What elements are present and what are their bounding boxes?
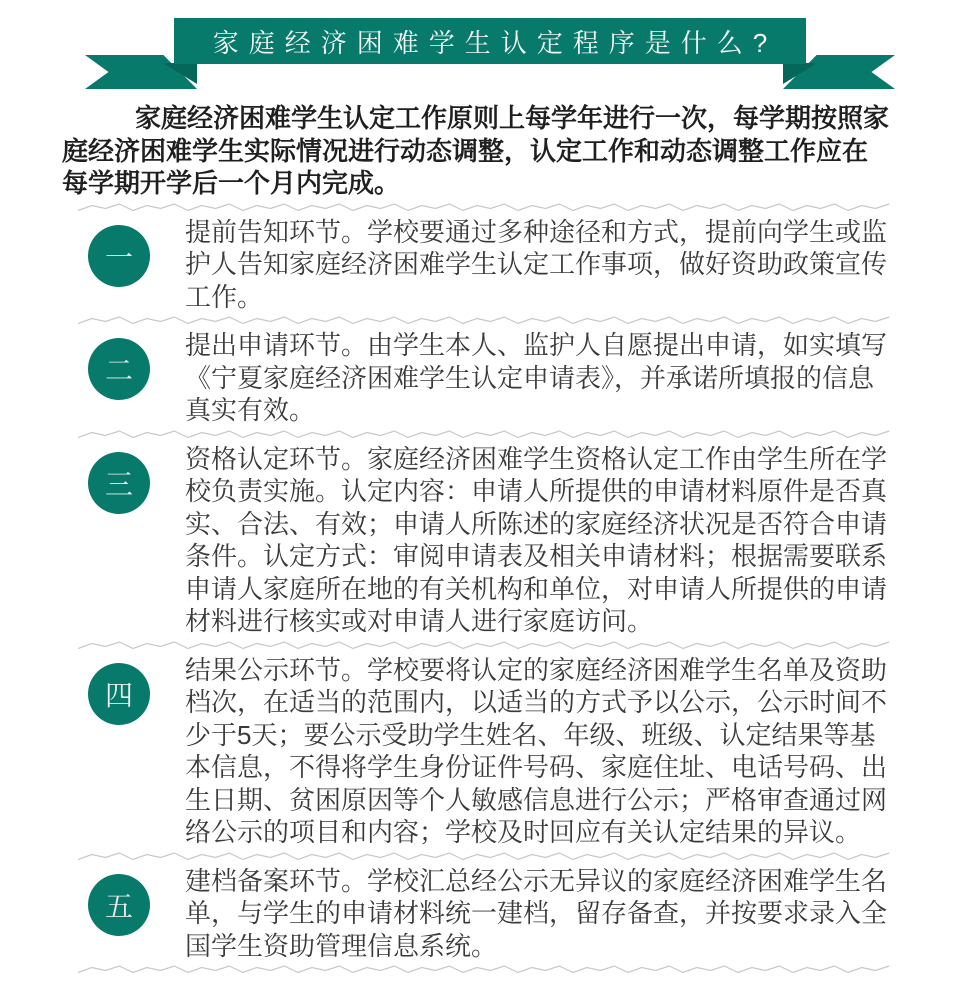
step-text-line: 提前告知环节。学校要通过多种途径和方式，提前向学生或监 xyxy=(185,216,888,247)
steps-list xyxy=(0,202,980,977)
step-number: 三 xyxy=(104,468,133,500)
step-number-badge xyxy=(88,663,150,725)
step-text-line: 国学生资助管理信息系统。 xyxy=(185,930,498,961)
step-text-line: 单，与学生的申请材料统一建档，留存备查，并按要求录入全 xyxy=(185,898,888,928)
step-text-line: 护人告知家庭经济困难学生认定工作事项，做好资助政策宣传 xyxy=(185,249,888,279)
step-text-line: 档次，在适当的范围内，以适当的方式予以公示，公示时间不 xyxy=(185,687,888,717)
step-text-line: 校负责实施。认定内容：申请人所提供的申请材料原件是否真 xyxy=(185,476,888,506)
wavy-divider-icon xyxy=(78,851,902,863)
intro-paragraph xyxy=(62,102,900,200)
wavy-divider-icon xyxy=(78,429,902,441)
step-text-line: 真实有效。 xyxy=(185,395,316,425)
step-item xyxy=(0,329,980,427)
step-text xyxy=(185,443,901,638)
wavy-divider-icon xyxy=(78,315,902,327)
step-number: 五 xyxy=(104,890,133,922)
step-text-line: 建档备案环节。学校汇总经公示无异议的家庭经济困难学生名 xyxy=(185,865,888,896)
step-text-line: 络公示的项目和内容；学校及时回应有关认定结果的异议。 xyxy=(185,817,862,847)
step-text-line: 资格认定环节。家庭经济困难学生资格认定工作由学生所在学 xyxy=(185,443,888,474)
intro-line: 每学期开学后一个月内完成。 xyxy=(62,168,401,198)
step-item xyxy=(0,216,980,314)
step-number-badge xyxy=(88,874,150,936)
step-item xyxy=(0,865,980,963)
step-text-line: 提出申请环节。由学生本人、监护人自愿提出申请，如实填写 xyxy=(185,330,888,360)
step-text xyxy=(185,654,901,849)
step-text-line: 工作。 xyxy=(185,281,264,312)
step-text-line: 材料进行核实或对申请人进行家庭访问。 xyxy=(185,606,654,636)
step-text xyxy=(185,216,901,314)
header-ribbon xyxy=(0,0,980,100)
step-text-line: 结果公示环节。学校要将认定的家庭经济困难学生名单及资助 xyxy=(185,654,888,685)
step-number-badge xyxy=(88,225,150,287)
step-number: 一 xyxy=(104,241,133,273)
intro-line: 家庭经济困难学生认定工作原则上每学年进行一次，每学期按照家 xyxy=(135,103,890,133)
step-number-badge xyxy=(88,338,150,400)
step-text-line: 《宁夏家庭经济困难学生认定申请表》，并承诺所填报的信息 xyxy=(185,362,875,393)
wavy-divider-icon xyxy=(78,202,902,214)
step-number: 二 xyxy=(104,355,133,386)
step-text-line: 本信息，不得将学生身份证件号码、家庭住址、电话号码、出 xyxy=(185,752,888,782)
step-text xyxy=(185,329,901,427)
step-text-line: 申请人家庭所在地的有关机构和单位，对申请人所提供的申请 xyxy=(185,573,888,604)
step-number-badge xyxy=(88,452,150,514)
step-text-line: 条件。认定方式：审阅申请表及相关申请材料；根据需要联系 xyxy=(185,541,888,571)
step-text-line: 生日期、贫困原因等个人敏感信息进行公示；严格审查通过网 xyxy=(185,784,888,815)
step-item xyxy=(0,654,980,849)
wavy-divider-icon xyxy=(78,964,902,976)
step-text-line: 实、合法、有效；申请人所陈述的家庭经济状况是否符合申请 xyxy=(185,508,888,539)
step-number: 四 xyxy=(104,679,133,711)
step-text-line: 少于5天；要公示受助学生姓名、年级、班级、认定结果等基 xyxy=(185,719,876,750)
page-title: 家庭经济困难学生认定程序是什么? xyxy=(174,18,806,64)
step-text xyxy=(185,865,901,963)
intro-line: 庭经济困难学生实际情况进行动态调整，认定工作和动态调整工作应在 xyxy=(62,135,869,166)
wavy-divider-icon xyxy=(78,640,902,652)
step-item xyxy=(0,443,980,638)
